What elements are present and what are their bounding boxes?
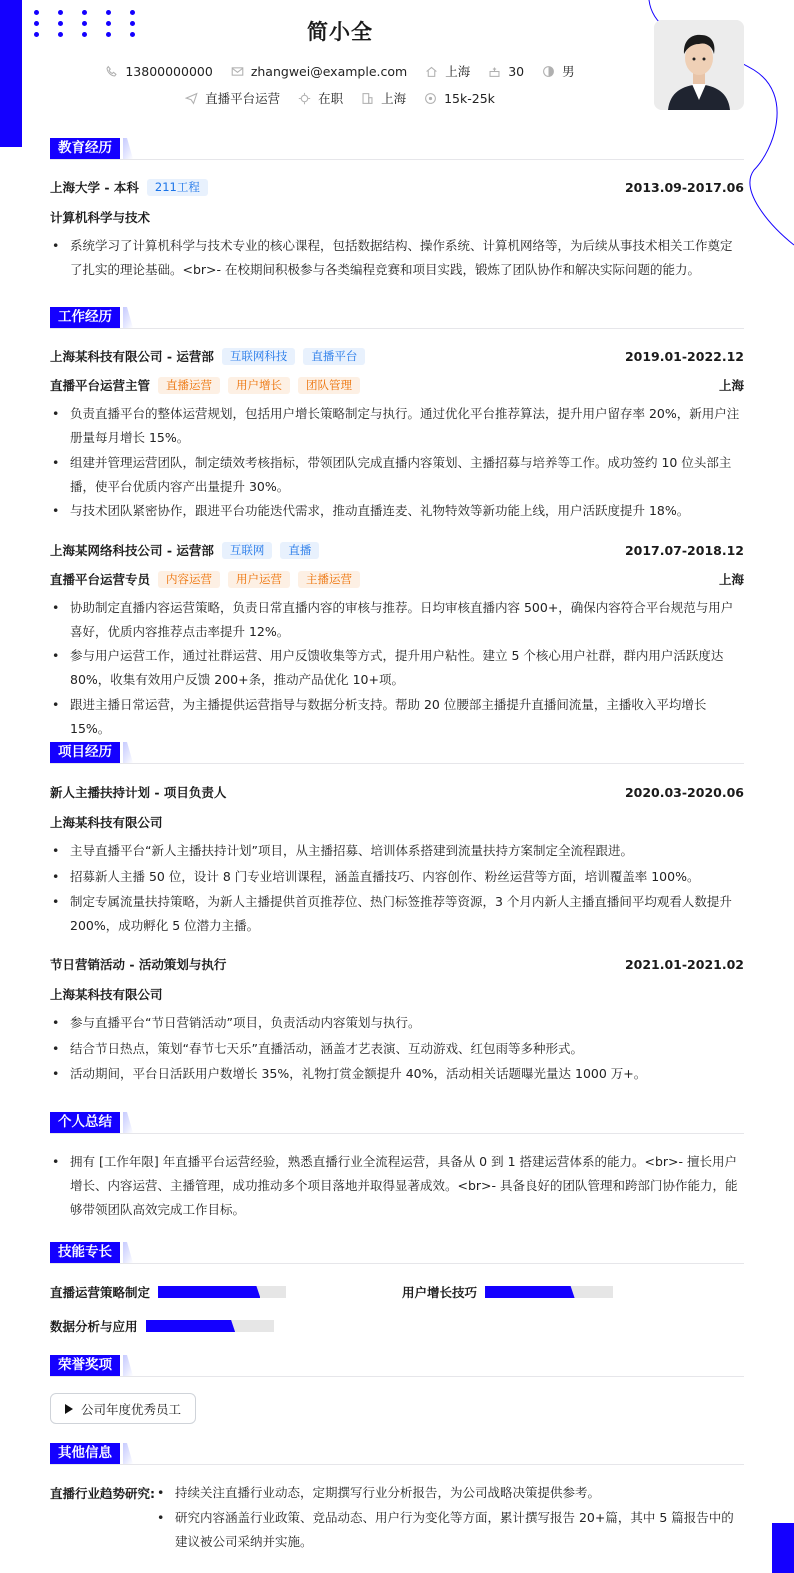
other-label: 直播行业趋势研究:: [50, 1486, 155, 1501]
skills-section: [50, 1242, 744, 1264]
other-bullet: • 持续关注直播行业动态，定期撰写行业分析报告，为公司战略决策提供参考。: [155, 1481, 744, 1505]
awards-section: [50, 1355, 744, 1377]
phone-icon: [105, 65, 118, 78]
skill-bar: [485, 1286, 613, 1298]
position-tag: 直播运营: [158, 377, 220, 394]
job-bullet: • 负责直播平台的整体运营规划，包括用户增长策略制定与执行。通过优化平台推荐算法，提升用户留存率 20%，新用户注册量每月增长 15%。: [50, 402, 744, 450]
awards-title: 荣誉奖项: [50, 1355, 120, 1376]
section-title: [50, 307, 744, 329]
position-row: [50, 570, 744, 588]
education-tag: 211工程: [147, 179, 208, 196]
job-title-item: [185, 89, 280, 107]
position-tag: 用户增长: [228, 377, 290, 394]
job-title-text: 直播平台运营: [205, 91, 281, 106]
skill-bar-fill: [485, 1286, 575, 1298]
email-text: zhangwei@example.com: [250, 63, 408, 79]
skill-bar-fill: [158, 1286, 260, 1298]
project-bullet: • 招募新人主播 50 位，设计 8 门专业培训课程，涵盖直播技巧、内容创作、粉丝运营等方面，培训覆盖率 100%。: [50, 865, 744, 889]
project-date: 2020.03-2020.06: [624, 784, 744, 800]
position-name: 直播平台运营专员: [50, 572, 151, 587]
status-icon: [298, 92, 311, 105]
project-date: 2021.01-2021.02: [624, 956, 744, 972]
job-bullet: • 参与用户运营工作，通过社群运营、用户反馈收集等方式，提升用户粘性。建立 5 个核心用户社群，群内用户活跃度达 80%，收集有效用户反馈 200+条，推动产品优化 10+项。: [50, 644, 744, 692]
contact-row: [0, 62, 680, 80]
position-tag: 主播运营: [298, 571, 360, 588]
section-title: [50, 1242, 744, 1264]
skill-item: [402, 1283, 613, 1301]
work-title: 工作经历: [50, 307, 120, 328]
salary-icon: [424, 92, 437, 105]
education-section: [50, 138, 744, 160]
position-tag: 用户运营: [228, 571, 290, 588]
age-item: [488, 64, 524, 79]
status-item: [298, 89, 343, 107]
status-text: 在职: [318, 91, 344, 106]
company-tag: 直播: [280, 542, 319, 559]
age-text: 30: [508, 63, 525, 79]
education-header: [50, 178, 744, 196]
award-item[interactable]: [50, 1393, 196, 1424]
profile-photo: [654, 20, 744, 110]
company-tag: 互联网科技: [222, 348, 296, 365]
send-icon: [185, 92, 198, 105]
education-date: 2013.09-2017.06: [624, 179, 744, 195]
section-title: [50, 138, 744, 160]
project-bullet: • 结合节日热点，策划“春节七天乐”直播活动，涵盖才艺表演、互动游戏、红包雨等多种形式。: [50, 1037, 744, 1061]
company-tag: 互联网: [222, 542, 273, 559]
home-icon: [425, 65, 438, 78]
right-accent-bar: [772, 1523, 794, 1573]
school-name: 上海大学 - 本科: [50, 180, 139, 195]
project-org: 上海某科技有限公司: [50, 987, 163, 1002]
gender-icon: [542, 65, 555, 78]
summary-section: [50, 1112, 744, 1134]
gender-text: 男: [562, 64, 575, 79]
project-name: 节日营销活动 - 活动策划与执行: [50, 957, 227, 972]
other-title: 其他信息: [50, 1443, 120, 1464]
age-icon: [488, 65, 501, 78]
project-bullet: • 主导直播平台“新人主播扶持计划”项目，从主播招募、培训体系搭建到流量扶持方案制定全流程跟进。: [50, 839, 744, 863]
phone-text: 13800000000: [125, 63, 213, 79]
skill-bar: [158, 1286, 286, 1298]
skill-bar-fill: [146, 1320, 236, 1332]
skill-name: 数据分析与应用: [50, 1319, 138, 1334]
skill-item: [50, 1283, 286, 1301]
major: 计算机科学与技术: [50, 210, 151, 225]
city-text: 上海: [445, 64, 471, 79]
job-date: 2019.01-2022.12: [624, 348, 744, 364]
job-bullet: • 跟进主播日常运营，为主播提供运营指导与数据分析支持。帮助 20 位腰部主播提升直播间流量，主播收入平均增长 15%。: [50, 693, 744, 741]
work-section: [50, 307, 744, 329]
project-bullet: • 参与直播平台“节日营销活动”项目，负责活动内容策划与执行。: [50, 1011, 744, 1035]
company-tag: 直播平台: [303, 348, 365, 365]
award-name: 公司年度优秀员工: [81, 1401, 182, 1417]
work-city-item: [361, 89, 406, 107]
salary-text: 15k-25k: [444, 90, 495, 106]
work-city-text: 上海: [381, 91, 407, 106]
position-row: [50, 376, 744, 394]
projects-title: 项目经历: [50, 742, 120, 763]
building-icon: [361, 92, 374, 105]
section-title: [50, 1112, 744, 1134]
project-name: 新人主播扶持计划 - 项目负责人: [50, 785, 227, 800]
skill-bar: [146, 1320, 274, 1332]
education-title: 教育经历: [50, 138, 120, 159]
project-bullet: • 制定专属流量扶持策略，为新人主播提供首页推荐位、热门标签推荐等资源，3 个月内新人主播直播间平均观看人数提升 200%，成功孵化 5 位潜力主播。: [50, 890, 744, 938]
project-bullet: • 活动期间，平台日活跃用户数增长 35%，礼物打赏金额提升 40%，活动相关话题曝光量达 1000 万+。: [50, 1062, 744, 1086]
section-title: [50, 742, 744, 764]
job-bullet: • 与技术团队紧密协作，跟进平台功能迭代需求，推动直播连麦、礼物特效等新功能上线，用户活跃度提升 18%。: [50, 499, 744, 523]
job-header: [50, 347, 744, 365]
projects-section: [50, 742, 744, 764]
gender-item: [542, 62, 575, 80]
city-item: [425, 62, 470, 80]
job-location: 上海: [718, 572, 744, 587]
other-section: [50, 1443, 744, 1465]
job-bullet: • 协助制定直播内容运营策略，负责日常直播内容的审核与推荐。日均审核直播内容 500+，确保内容符合平台规范与用户喜好，优质内容推荐点击率提升 12%。: [50, 596, 744, 644]
project-header: [50, 955, 744, 973]
other-bullet: • 研究内容涵盖行业政策、竞品动态、用户行为变化等方面，累计撰写报告 20+篇，其中 5 篇报告中的建议被公司采纳并实施。: [155, 1506, 744, 1554]
education-bullet: • 系统学习了计算机科学与技术专业的核心课程，包括数据结构、操作系统、计算机网络等，为后续从事技术相关工作奠定了扎实的理论基础。<br>- 在校期间积极参与各类编程竞赛和项目实践，锻炼了团队协作和解决实际问题的能力。: [50, 234, 744, 282]
job-intent-row: [0, 89, 680, 107]
summary-title: 个人总结: [50, 1112, 120, 1133]
position-name: 直播平台运营主管: [50, 378, 151, 393]
project-header: [50, 783, 744, 801]
skill-name: 直播运营策略制定: [50, 1285, 151, 1300]
section-title: [50, 1355, 744, 1377]
position-tag: 团队管理: [298, 377, 360, 394]
play-icon: [65, 1404, 73, 1414]
job-date: 2017.07-2018.12: [624, 542, 744, 558]
company-name: 上海某网络科技公司 - 运营部: [50, 543, 214, 558]
company-name: 上海某科技有限公司 - 运营部: [50, 349, 214, 364]
job-header: [50, 541, 744, 559]
mail-icon: [231, 65, 244, 78]
summary-bullet: • 拥有 [工作年限] 年直播平台运营经验，熟悉直播行业全流程运营，具备从 0 到 1 搭建运营体系的能力。<br>- 擅长用户增长、内容运营、主播管理，成功推动多个项目落地并取得显著成效。<br>- 具备良好的团队管理和跨部门协作能力，能够带领团队高效完成工作目标。: [50, 1150, 744, 1222]
position-tag: 内容运营: [158, 571, 220, 588]
skill-name: 用户增长技巧: [402, 1285, 478, 1300]
candidate-name: 简小全: [307, 20, 373, 44]
job-location: 上海: [718, 378, 744, 393]
skills-title: 技能专长: [50, 1242, 120, 1263]
section-title: [50, 1443, 744, 1465]
email-item: [231, 64, 407, 79]
phone-item: [105, 64, 212, 79]
project-org: 上海某科技有限公司: [50, 815, 163, 830]
skill-item: [50, 1317, 274, 1335]
resume-header: [0, 0, 794, 120]
job-bullet: • 组建并管理运营团队，制定绩效考核指标，带领团队完成直播内容策划、主播招募与培养等工作。成功签约 10 位头部主播，使平台优质内容产出量提升 30%。: [50, 451, 744, 499]
salary-item: [424, 91, 495, 106]
